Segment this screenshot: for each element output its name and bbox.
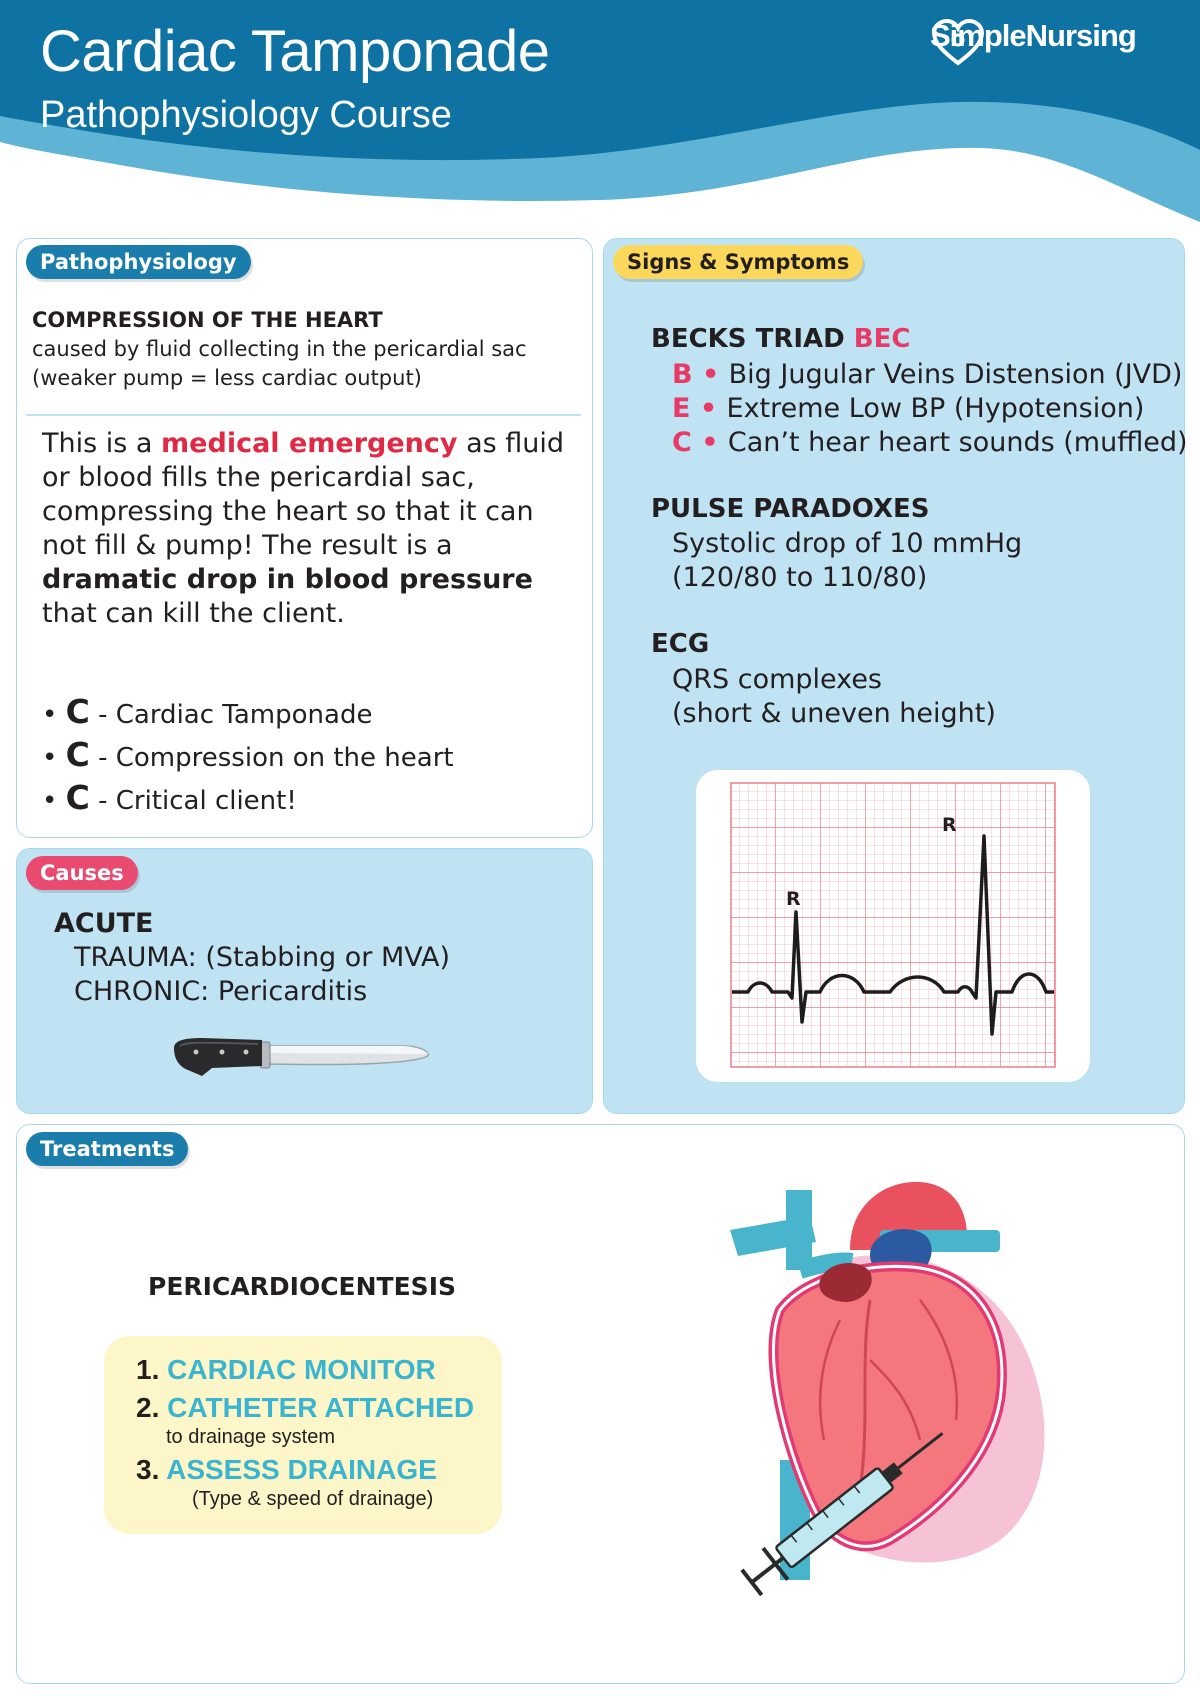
patho-para-line-2: or blood fills the pericardial sac, bbox=[42, 462, 475, 493]
causes-chronic: CHRONIC: Pericarditis bbox=[74, 976, 368, 1007]
treatment-step-1: 1. CARDIAC MONITOR bbox=[136, 1354, 436, 1385]
ecg-line-1: QRS complexes bbox=[672, 664, 883, 695]
causes-acute-trauma: TRAUMA: (Stabbing or MVA) bbox=[74, 942, 451, 973]
brand-name: SimpleNursing bbox=[930, 18, 1136, 53]
treatments-label: Treatments bbox=[26, 1132, 188, 1166]
knife-icon bbox=[172, 1032, 432, 1080]
causes-heading: ACUTE bbox=[54, 908, 154, 939]
brand-logo bbox=[930, 18, 1136, 54]
pulse-paradoxes-heading: PULSE PARADOXES bbox=[651, 494, 930, 524]
ecg-heading: ECG bbox=[651, 629, 710, 659]
page-subtitle: Pathophysiology Course bbox=[40, 94, 452, 136]
treatment-step-2: 2. CATHETER ATTACHED bbox=[136, 1392, 475, 1423]
treatment-heading: PERICARDIOCENTESIS bbox=[148, 1272, 456, 1301]
causes-label: Causes bbox=[26, 856, 138, 890]
ccc-bullet-3: • C - Critical client! bbox=[42, 778, 297, 817]
patho-heading: COMPRESSION OF THE HEART bbox=[32, 308, 383, 332]
treatment-step-3-note: (Type & speed of drainage) bbox=[192, 1488, 434, 1510]
page-title: Cardiac Tamponade bbox=[40, 19, 550, 84]
patho-para-line-5: dramatic drop in blood pressure bbox=[42, 564, 533, 595]
becks-item-b: B • Big Jugular Veins Distension (JVD) bbox=[672, 359, 1183, 390]
heart-pericardiocentesis-illustration bbox=[720, 1160, 1070, 1660]
becks-acronym: BEC bbox=[853, 324, 911, 354]
signs-symptoms-label: Signs & Symptoms bbox=[613, 245, 863, 279]
becks-triad-heading: BECKS TRIAD BEC bbox=[651, 324, 911, 354]
pulse-line-1: Systolic drop of 10 mmHg bbox=[672, 528, 1023, 559]
patho-para-line-6: that can kill the client. bbox=[42, 598, 345, 629]
ecg-r-label-tall: R bbox=[942, 814, 957, 836]
treatment-step-2-note: to drainage system bbox=[166, 1426, 335, 1448]
pathophysiology-label: Pathophysiology bbox=[26, 245, 251, 279]
patho-para-line-3: compressing the heart so that it can bbox=[42, 496, 534, 527]
ccc-bullet-1: • C - Cardiac Tamponade bbox=[42, 692, 373, 731]
medical-emergency-highlight: medical emergency bbox=[161, 428, 458, 459]
header-banner bbox=[0, 0, 1200, 230]
becks-item-c: C • Can’t hear heart sounds (muffled) bbox=[672, 427, 1188, 458]
patho-para-line-1: This is a medical emergency as fluid bbox=[42, 428, 565, 459]
patho-para-line-4: not fill & pump! The result is a bbox=[42, 530, 453, 561]
treatment-step-3: 3. ASSESS DRAINAGE bbox=[136, 1454, 437, 1485]
stethoscope-heart-icon bbox=[930, 18, 986, 68]
ecg-line-2: (short & uneven height) bbox=[672, 698, 996, 729]
ccc-bullet-2: • C - Compression on the heart bbox=[42, 735, 454, 774]
patho-line-1: caused by fluid collecting in the pericardial sac bbox=[32, 337, 527, 361]
patho-line-2: (weaker pump = less cardiac output) bbox=[32, 366, 422, 390]
patho-divider bbox=[26, 414, 581, 416]
ecg-strip bbox=[730, 782, 1056, 1068]
ecg-r-label-short: R bbox=[786, 888, 801, 910]
becks-item-e: E • Extreme Low BP (Hypotension) bbox=[672, 393, 1145, 424]
pulse-line-2: (120/80 to 110/80) bbox=[672, 562, 928, 593]
